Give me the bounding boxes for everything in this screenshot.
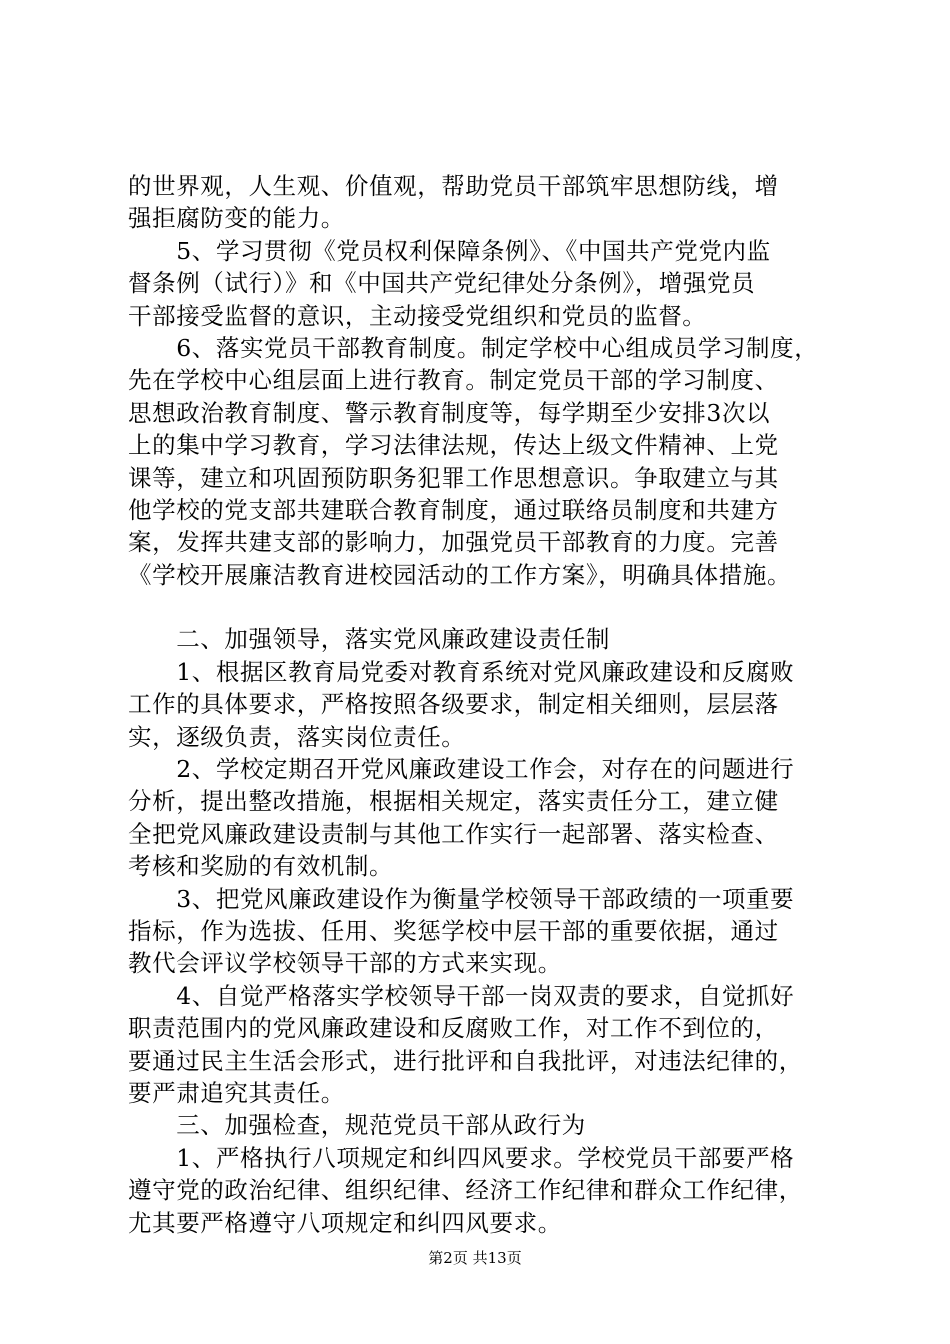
text-line: 尤其要严格遵守八项规定和纠四风要求。: [128, 1208, 562, 1237]
text-line: 思想政治教育制度、警示教育制度等，每学期至少安排3次以: [128, 398, 771, 427]
text-line: 三、加强检查，规范党员干部从政行为: [128, 1111, 586, 1140]
text-line: 全把党风廉政建设责制与其他工作实行一起部署、落实检查、: [128, 819, 779, 848]
text-line: 职责范围内的党风廉政建设和反腐败工作，对工作不到位的，: [128, 1014, 779, 1043]
text-line: 干部接受监督的意识，主动接受党组织和党员的监督。: [128, 301, 707, 330]
text-line: 二、加强领导，落实党风廉政建设责任制: [128, 625, 610, 654]
text-line: 遵守党的政治纪律、组织纪律、经济工作纪律和群众工作纪律，: [128, 1176, 803, 1205]
text-line: 案，发挥共建支部的影响力，加强党员干部教育的力度。完善: [128, 528, 779, 557]
text-line: 分析，提出整改措施，根据相关规定，落实责任分工，建立健: [128, 787, 779, 816]
text-line: 1、严格执行八项规定和纠四风要求。学校党员干部要严格: [128, 1143, 795, 1172]
document-body: [128, 170, 840, 1239]
text-line: 强拒腐防变的能力。: [128, 204, 345, 233]
text-line: 他学校的党支部共建联合教育制度，通过联络员制度和共建方: [128, 495, 779, 524]
text-line: 5、学习贯彻《党员权利保障条例》、《中国共产党党内监: [128, 236, 771, 265]
text-line: 课等，建立和巩固预防职务犯罪工作思想意识。争取建立与其: [128, 463, 779, 492]
text-line: 指标，作为选拔、任用、奖惩学校中层干部的重要依据，通过: [128, 916, 779, 945]
text-line: 工作的具体要求，严格按照各级要求，制定相关细则，层层落: [128, 690, 779, 719]
text-line: 教代会评议学校领导干部的方式来实现。: [128, 949, 562, 978]
paragraph-gap: [128, 591, 840, 623]
text-line: 4、自觉严格落实学校领导干部一岗双责的要求，自觉抓好: [128, 981, 795, 1010]
text-line: 1、根据区教育局党委对教育系统对党风廉政建设和反腐败: [128, 657, 795, 686]
text-line: 的世界观，人生观、价值观，帮助党员干部筑牢思想防线，增: [128, 172, 779, 200]
text-line: 6、落实党员干部教育制度。制定学校中心组成员学习制度，: [128, 333, 819, 362]
text-line: 考核和奖励的有效机制。: [128, 852, 394, 881]
text-line: 上的集中学习教育，学习法律法规，传达上级文件精神、上党: [128, 431, 779, 460]
text-line: 2、学校定期召开党风廉政建设工作会，对存在的问题进行: [128, 755, 795, 784]
text-line: 《学校开展廉洁教育进校园活动的工作方案》，明确具体措施。: [128, 560, 792, 589]
text-line: 3、把党风廉政建设作为衡量学校领导干部政绩的一项重要: [128, 884, 795, 913]
text-line: 实，逐级负责，落实岗位责任。: [128, 722, 466, 751]
text-line: 要严肃追究其责任。: [128, 1078, 345, 1107]
page-footer: 第2页 共13页: [428, 1249, 522, 1267]
text-line: 督条例（试行）》和《中国共产党纪律处分条例》，增强党员: [128, 269, 756, 298]
text-line: 要通过民主生活会形式，进行批评和自我批评，对违法纪律的，: [128, 1046, 803, 1075]
text-line: 先在学校中心组层面上进行教育。制定党员干部的学习制度、: [128, 366, 779, 395]
